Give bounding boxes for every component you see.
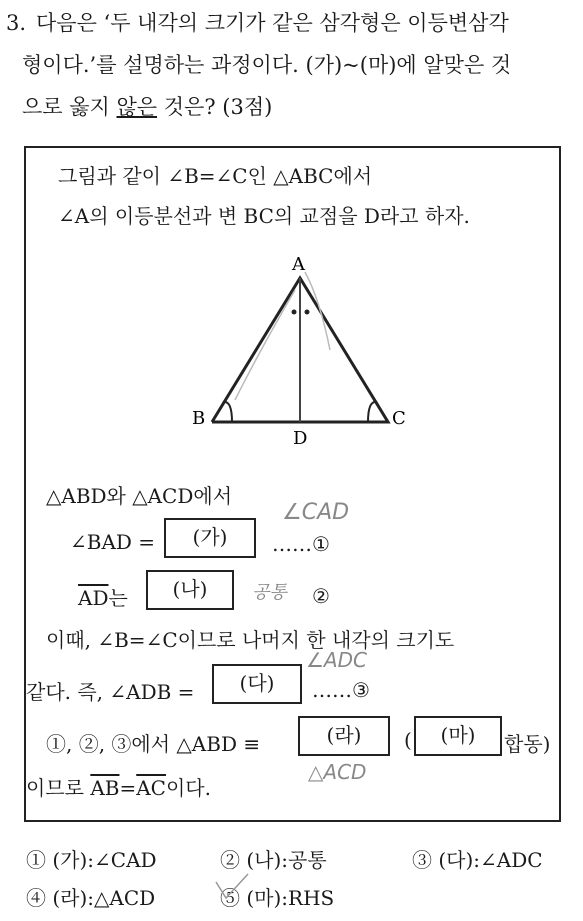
question-line-3-post: 것은? (3점)	[157, 95, 273, 119]
then-line: 이때, ∠B=∠C이므로 나머지 한 내각의 크기도	[46, 628, 455, 652]
final-prefix: 이므로	[26, 776, 91, 800]
dots-1: ……①	[272, 532, 330, 556]
handwritten-common: 공통	[252, 582, 287, 603]
dots-2: ②	[312, 584, 330, 608]
angle-mark-dot-2	[305, 310, 310, 315]
label-a: A	[292, 254, 305, 275]
conclusion-prefix: ①, ②, ③에서 △ABD ≡	[46, 732, 261, 756]
bad-prefix: ∠BAD =	[70, 530, 156, 554]
step-abd-acd: △ABD와 △ACD에서	[46, 484, 233, 508]
handwritten-acd: △ACD	[308, 760, 367, 784]
intro-line-2: ∠A의 이등분선과 변 BC의 교점을 D라고 하자.	[58, 204, 470, 228]
final-equals: =	[119, 776, 137, 800]
question-line-3-pre: 으로 옳지	[22, 95, 117, 119]
angle-arc-b	[223, 402, 232, 422]
label-d: D	[293, 428, 308, 449]
blank-ra[interactable]: (라)	[298, 716, 390, 756]
final-line	[26, 772, 211, 801]
blank-ga[interactable]: (가)	[164, 518, 256, 558]
choice-5[interactable]: ⑤ (마):RHS	[220, 886, 335, 910]
ad-suffix: 는	[108, 586, 128, 610]
segment-ad: $\overline{AD}$	[78, 586, 109, 610]
dots-3: ……③	[312, 678, 370, 702]
pencil-stroke-ac	[235, 290, 295, 400]
choice-1[interactable]: ① (가):∠CAD	[26, 848, 157, 872]
final-suffix: 이다.	[165, 776, 211, 800]
handwritten-cad: ∠CAD	[282, 500, 350, 525]
segment-ac: $\overline{AC}$	[136, 776, 166, 800]
pencil-checkmark	[212, 872, 252, 902]
check-stroke	[216, 874, 248, 898]
question-line-2: 형이다.’를 설명하는 과정이다. (가)~(마)에 알맞은 것	[22, 53, 512, 77]
paren-close: 합동)	[504, 732, 551, 756]
ad-line	[78, 582, 128, 611]
choice-4[interactable]: ④ (라):△ACD	[26, 886, 156, 910]
question-number: 3.	[6, 11, 27, 35]
label-c: C	[392, 408, 406, 429]
triangle-figure	[180, 250, 420, 450]
blank-na[interactable]: (나)	[146, 570, 234, 610]
adb-prefix: 같다. 즉, ∠ADB =	[26, 680, 195, 704]
intro-line-1: 그림과 같이 ∠B=∠C인 △ABC에서	[58, 164, 373, 188]
handwritten-adc: ∠ADC	[306, 648, 367, 672]
choice-3[interactable]: ③ (다):∠ADC	[412, 848, 543, 872]
segment-ab: $\overline{AB}$	[90, 776, 120, 800]
question-line-3-underlined: 않은	[116, 95, 158, 119]
angle-arc-c	[368, 402, 377, 422]
blank-da[interactable]: (다)	[212, 664, 302, 704]
question-line-1: 다음은 ‘두 내각의 크기가 같은 삼각형은 이등변삼각	[36, 11, 509, 35]
question-line-3	[22, 90, 272, 124]
angle-mark-dot-1	[292, 310, 297, 315]
label-b: B	[192, 408, 206, 429]
paren-open: (	[404, 728, 412, 752]
blank-ma[interactable]: (마)	[414, 716, 502, 756]
choice-2[interactable]: ② (나):공통	[220, 848, 327, 872]
